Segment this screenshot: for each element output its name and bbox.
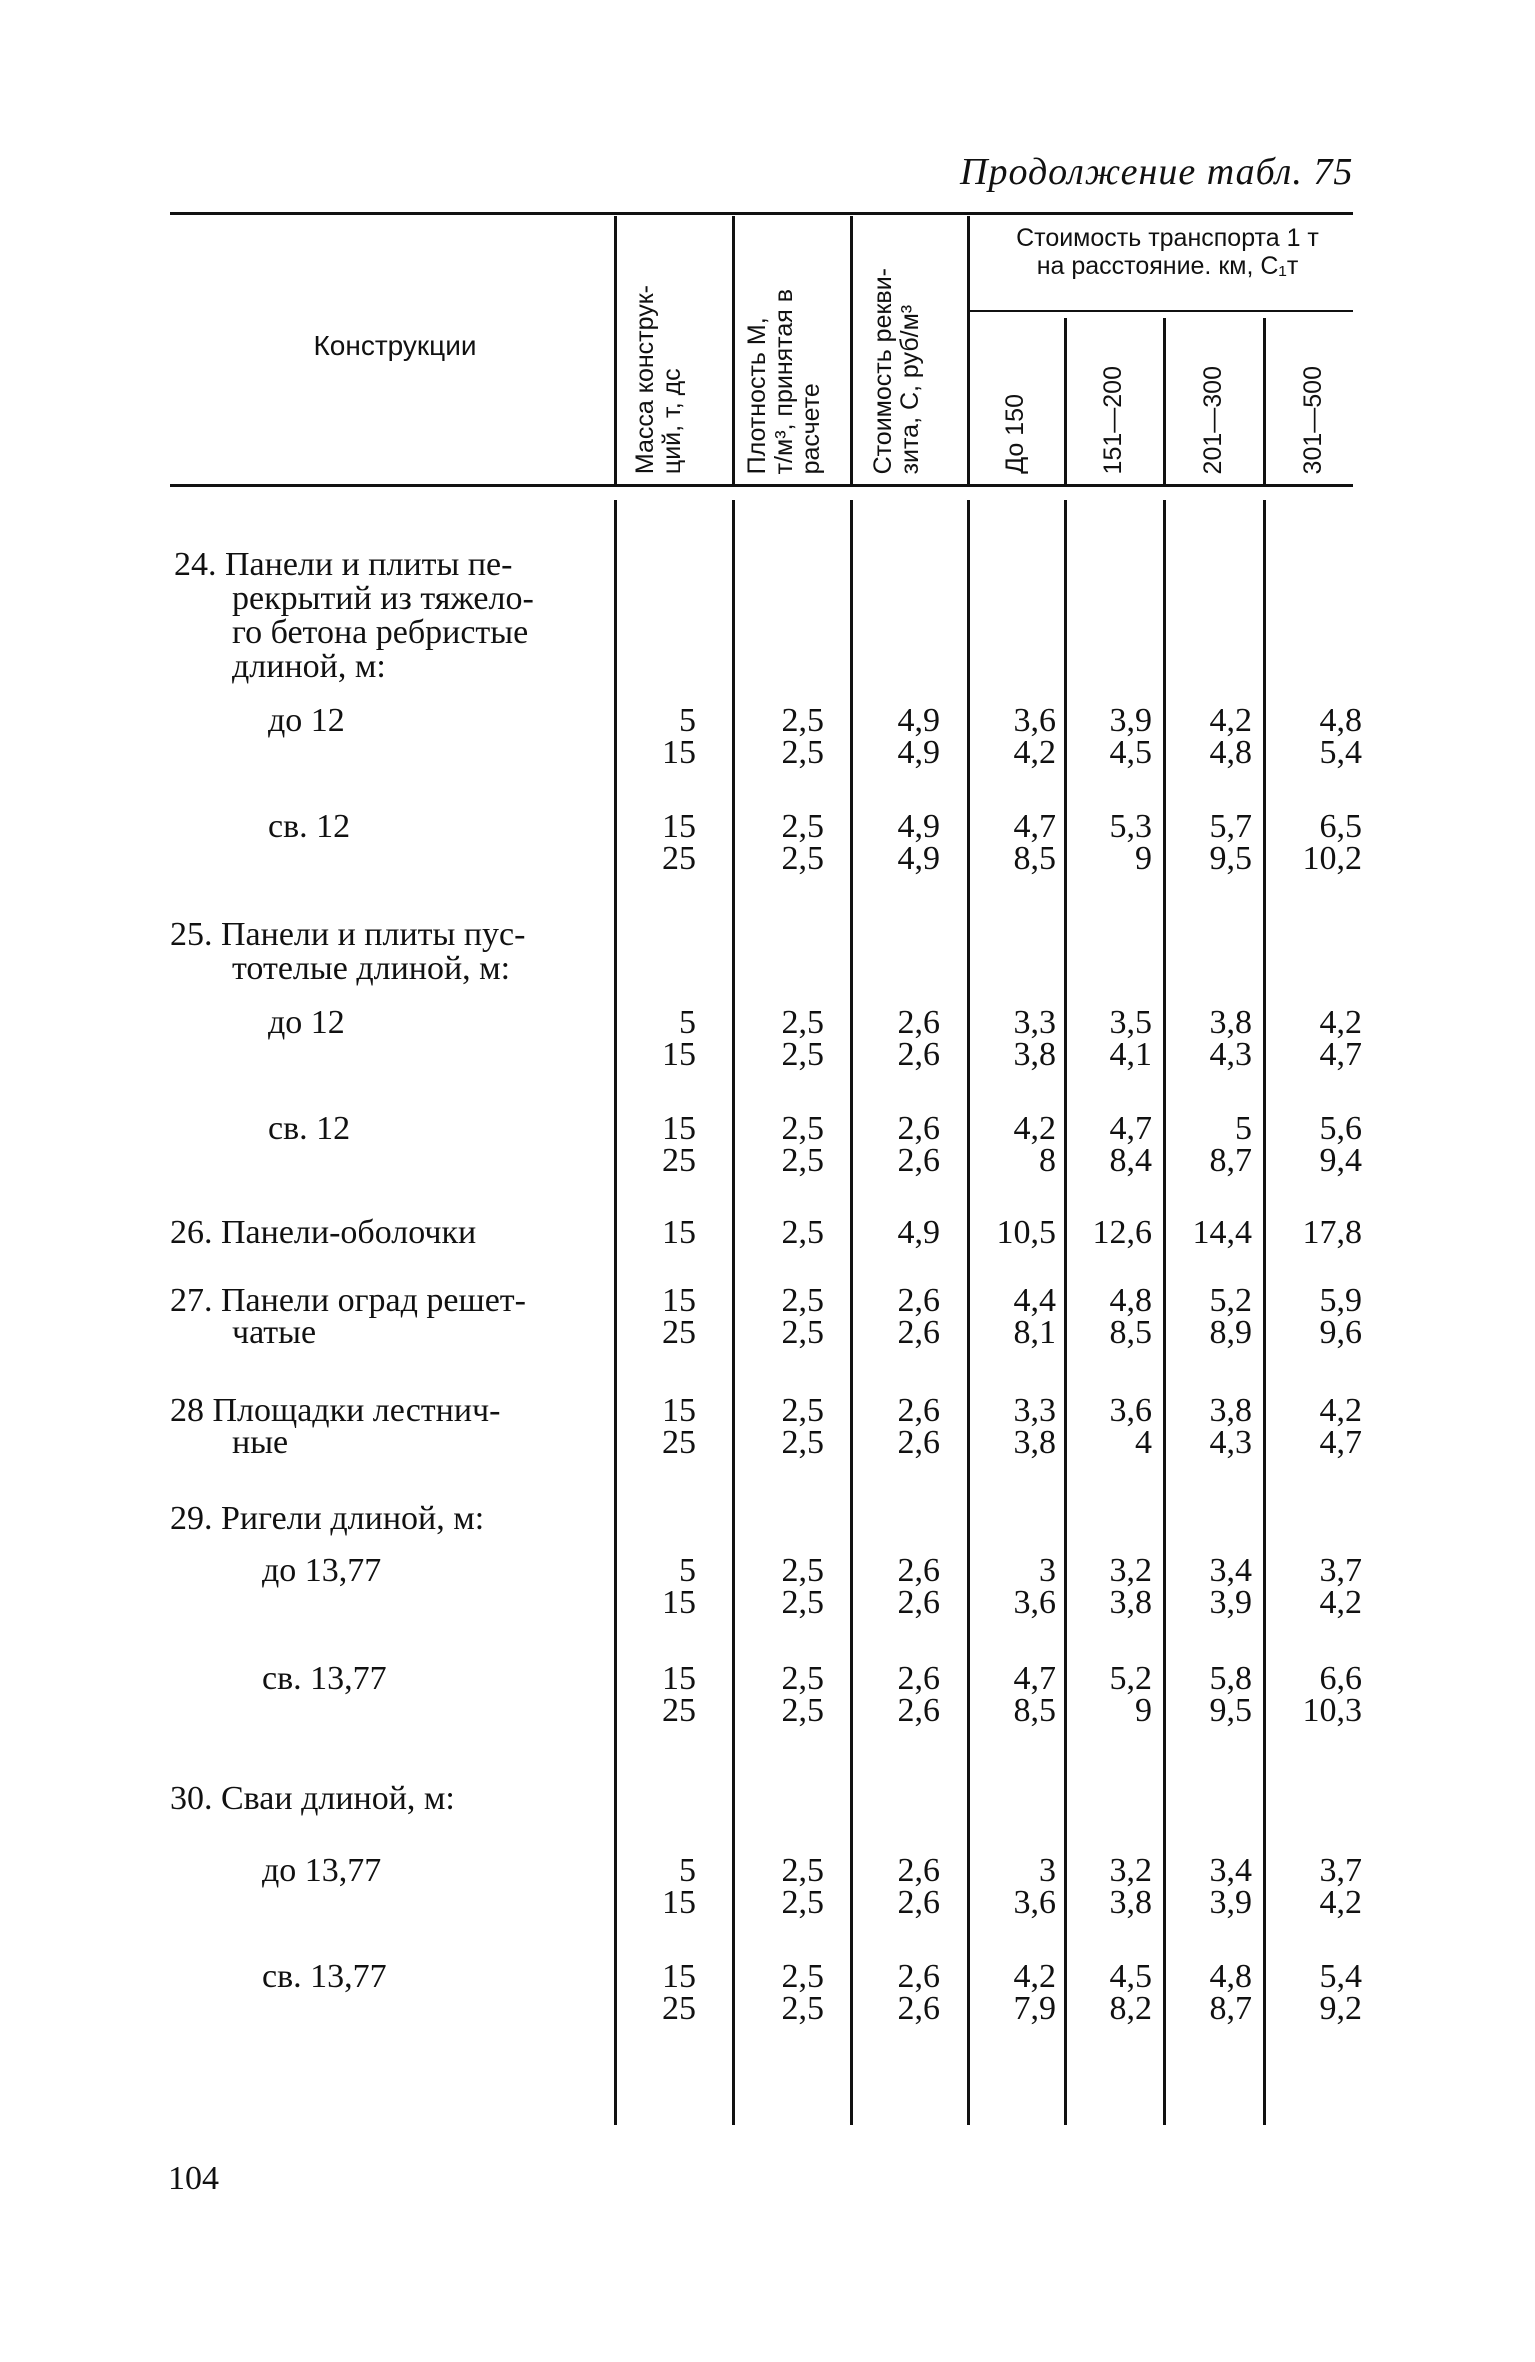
- table-cell-d2: 5,2: [1109, 1660, 1152, 1697]
- table-cell-d3: 14,4: [1192, 1214, 1252, 1251]
- table-cell-density: 2,5: [781, 1660, 824, 1697]
- table-cell-density: 2,5: [781, 1214, 824, 1251]
- table-cell-d2: 3,2: [1109, 1552, 1152, 1589]
- table-cell-cost: 2,6: [897, 1424, 940, 1461]
- table-cell-d1: 3,3: [1013, 1004, 1056, 1041]
- header-cost: Стоимость рекви- зита, С, руб/м³: [869, 267, 924, 474]
- table-cell-d1: 10,5: [996, 1214, 1056, 1251]
- table-cell-mass: 25: [662, 1692, 696, 1729]
- header-density: Плотность М, т/м³, принятая в расчете: [743, 288, 825, 474]
- table-cell-d2: 9: [1135, 840, 1152, 877]
- section-title: рекрытий из тяжело-: [232, 580, 534, 617]
- table-cell-d4: 6,6: [1319, 1660, 1362, 1697]
- row-label: до 12: [268, 702, 345, 739]
- table-cell-mass: 15: [662, 1214, 696, 1251]
- table-cell-cost: 2,6: [897, 1852, 940, 1889]
- table-cell-d2: 8,5: [1109, 1314, 1152, 1351]
- table-cell-cost: 2,6: [897, 1552, 940, 1589]
- table-cell-d3: 5,8: [1209, 1660, 1252, 1697]
- row-label: 27. Панели оград решет-: [170, 1282, 526, 1319]
- table-cell-d4: 10,3: [1302, 1692, 1362, 1729]
- transport-group-line: на расстояние. км, C₁т: [1036, 252, 1299, 280]
- header-bottom-rule: [170, 484, 1353, 487]
- table-cell-mass: 25: [662, 1424, 696, 1461]
- table-cell-d1: 3,3: [1013, 1392, 1056, 1429]
- table-cell-density: 2,5: [781, 1692, 824, 1729]
- table-cell-d4: 9,6: [1319, 1314, 1362, 1351]
- body-col-rule: [1163, 500, 1166, 2125]
- table-cell-cost: 4,9: [897, 734, 940, 771]
- section-title: 24. Панели и плиты пе-: [174, 546, 513, 583]
- table-cell-d2: 4,5: [1109, 1958, 1152, 1995]
- table-cell-d1: 3,8: [1013, 1036, 1056, 1073]
- table-cell-d3: 4,8: [1209, 734, 1252, 771]
- table-cell-d2: 3,8: [1109, 1884, 1152, 1921]
- table-cell-d1: 8: [1039, 1142, 1056, 1179]
- table-cell-mass: 15: [662, 1958, 696, 1995]
- table-cell-d2: 4,5: [1109, 734, 1152, 771]
- table-cell-cost: 4,9: [897, 1214, 940, 1251]
- table-cell-d2: 3,8: [1109, 1584, 1152, 1621]
- row-label: до 13,77: [262, 1552, 382, 1589]
- row-label: св. 13,77: [262, 1958, 387, 1995]
- table-cell-density: 2,5: [781, 702, 824, 739]
- table-cell-density: 2,5: [781, 1282, 824, 1319]
- col-rule: [1263, 318, 1266, 484]
- table-cell-cost: 2,6: [897, 1004, 940, 1041]
- page-number: 104: [168, 2160, 219, 2197]
- table-cell-mass: 15: [662, 1392, 696, 1429]
- row-label: св. 12: [268, 1110, 351, 1147]
- table-cell-density: 2,5: [781, 1424, 824, 1461]
- row-label: 26. Панели-оболочки: [170, 1214, 477, 1251]
- header-distance-1: До 150: [1001, 394, 1029, 474]
- col-rule: [1064, 318, 1067, 484]
- row-label: св. 12: [268, 808, 351, 845]
- body-col-rule: [850, 500, 853, 2125]
- table-cell-density: 2,5: [781, 808, 824, 845]
- table-cell-d4: 4,7: [1319, 1036, 1362, 1073]
- section-title: го бетона ребристые: [232, 614, 529, 651]
- table-cell-d4: 5,9: [1319, 1282, 1362, 1319]
- header-distance-2: 151—200: [1099, 365, 1127, 474]
- table-cell-d4: 6,5: [1319, 808, 1362, 845]
- table-cell-d3: 3,9: [1209, 1884, 1252, 1921]
- table-cell-d2: 3,2: [1109, 1852, 1152, 1889]
- table-cell-mass: 15: [662, 808, 696, 845]
- table-cell-d2: 4,1: [1109, 1036, 1152, 1073]
- body-col-rule: [1064, 500, 1067, 2125]
- row-label: св. 13,77: [262, 1660, 387, 1697]
- table-cell-d1: 3,6: [1013, 1884, 1056, 1921]
- table-cell-d1: 4,4: [1013, 1282, 1056, 1319]
- col-rule: [850, 216, 853, 484]
- table-cell-d3: 3,4: [1209, 1552, 1252, 1589]
- table-cell-d2: 5,3: [1109, 808, 1152, 845]
- table-cell-d2: 3,9: [1109, 702, 1152, 739]
- table-cell-d4: 4,7: [1319, 1424, 1362, 1461]
- section-title: длиной, м:: [232, 648, 386, 685]
- table-cell-d4: 17,8: [1302, 1214, 1362, 1251]
- table-cell-cost: 2,6: [897, 1392, 940, 1429]
- body-col-rule: [1263, 500, 1266, 2125]
- table-cell-mass: 15: [662, 1884, 696, 1921]
- table-cell-mass: 15: [662, 1110, 696, 1147]
- row-label: чатые: [232, 1314, 317, 1351]
- row-label: до 12: [268, 1004, 345, 1041]
- header-distance-3: 201—300: [1199, 365, 1227, 474]
- row-label: ные: [232, 1424, 289, 1461]
- section-title: тотелые длиной, м:: [232, 950, 511, 987]
- table-cell-d1: 8,5: [1013, 840, 1056, 877]
- table-cell-d3: 3,8: [1209, 1004, 1252, 1041]
- table-cell-cost: 2,6: [897, 1884, 940, 1921]
- table-cell-d2: 12,6: [1092, 1214, 1152, 1251]
- table-cell-d2: 3,6: [1109, 1392, 1152, 1429]
- table-cell-cost: 2,6: [897, 1958, 940, 1995]
- table-cell-mass: 15: [662, 1282, 696, 1319]
- table-cell-d3: 9,5: [1209, 840, 1252, 877]
- table-cell-d3: 4,8: [1209, 1958, 1252, 1995]
- table-cell-d3: 4,3: [1209, 1424, 1252, 1461]
- table-cell-d2: 4,7: [1109, 1110, 1152, 1147]
- table-cell-density: 2,5: [781, 1142, 824, 1179]
- col-rule: [732, 216, 735, 484]
- table-cell-cost: 2,6: [897, 1282, 940, 1319]
- table-cell-mass: 5: [679, 1552, 696, 1589]
- table-cell-density: 2,5: [781, 840, 824, 877]
- table-cell-d1: 8,1: [1013, 1314, 1056, 1351]
- table-cell-d3: 4,3: [1209, 1036, 1252, 1073]
- continuation-title: Продолжение табл. 75: [960, 151, 1354, 193]
- table-cell-d4: 9,4: [1319, 1142, 1362, 1179]
- table-cell-cost: 4,9: [897, 702, 940, 739]
- table-cell-mass: 5: [679, 1852, 696, 1889]
- row-label: до 13,77: [262, 1852, 382, 1889]
- table-cell-mass: 25: [662, 840, 696, 877]
- table-cell-d3: 5,7: [1209, 808, 1252, 845]
- table-cell-cost: 2,6: [897, 1036, 940, 1073]
- header-constructions: Конструкции: [313, 330, 477, 361]
- table-cell-d4: 4,2: [1319, 1584, 1362, 1621]
- table-cell-d3: 9,5: [1209, 1692, 1252, 1729]
- body-col-rule: [732, 500, 735, 2125]
- table-cell-d3: 5,2: [1209, 1282, 1252, 1319]
- section-title: 25. Панели и плиты пус-: [170, 916, 526, 953]
- section-title: 29. Ригели длиной, м:: [170, 1500, 485, 1537]
- table-cell-cost: 2,6: [897, 1110, 940, 1147]
- table-top-rule: [170, 212, 1353, 215]
- table-cell-density: 2,5: [781, 1036, 824, 1073]
- table-cell-d4: 4,2: [1319, 1392, 1362, 1429]
- table-cell-density: 2,5: [781, 1110, 824, 1147]
- table-cell-density: 2,5: [781, 1392, 824, 1429]
- table-cell-d4: 3,7: [1319, 1852, 1362, 1889]
- table-cell-d4: 4,8: [1319, 702, 1362, 739]
- table-cell-mass: 15: [662, 1036, 696, 1073]
- section-title: 30. Сваи длиной, м:: [170, 1780, 455, 1817]
- table-cell-d1: 3: [1039, 1552, 1056, 1589]
- table-cell-d3: 3,9: [1209, 1584, 1252, 1621]
- col-rule: [1163, 318, 1166, 484]
- table-cell-mass: 25: [662, 1142, 696, 1179]
- table-cell-cost: 2,6: [897, 1660, 940, 1697]
- col-rule: [967, 216, 970, 484]
- table-cell-density: 2,5: [781, 1990, 824, 2027]
- table-cell-d3: 3,4: [1209, 1852, 1252, 1889]
- table-cell-d3: 8,7: [1209, 1990, 1252, 2027]
- table-cell-mass: 25: [662, 1990, 696, 2027]
- table-cell-d1: 8,5: [1013, 1692, 1056, 1729]
- table-cell-d3: 8,7: [1209, 1142, 1252, 1179]
- table-cell-cost: 2,6: [897, 1692, 940, 1729]
- table-cell-d2: 8,4: [1109, 1142, 1152, 1179]
- table-cell-d4: 4,2: [1319, 1884, 1362, 1921]
- table-cell-cost: 2,6: [897, 1990, 940, 2027]
- table-cell-d4: 9,2: [1319, 1990, 1362, 2027]
- row-label: 28 Площадки лестнич-: [170, 1392, 501, 1429]
- table-cell-d1: 3,8: [1013, 1424, 1056, 1461]
- table-cell-d1: 4,2: [1013, 734, 1056, 771]
- table-cell-mass: 5: [679, 702, 696, 739]
- table-cell-mass: 5: [679, 1004, 696, 1041]
- table-cell-d1: 4,2: [1013, 1110, 1056, 1147]
- header-distance-4: 301—500: [1299, 365, 1327, 474]
- table-cell-density: 2,5: [781, 1004, 824, 1041]
- table-cell-d2: 3,5: [1109, 1004, 1152, 1041]
- table-cell-cost: 2,6: [897, 1142, 940, 1179]
- table-cell-density: 2,5: [781, 1958, 824, 1995]
- table-cell-density: 2,5: [781, 1852, 824, 1889]
- group-header-rule: [968, 310, 1353, 312]
- table-cell-mass: 15: [662, 1660, 696, 1697]
- table-cell-d4: 5,4: [1319, 1958, 1362, 1995]
- table-cell-d1: 4,2: [1013, 1958, 1056, 1995]
- table-cell-d1: 3,6: [1013, 702, 1056, 739]
- table-cell-d3: 8,9: [1209, 1314, 1252, 1351]
- table-cell-mass: 15: [662, 734, 696, 771]
- header-mass: Масса конструк- ций, т, дс: [631, 284, 686, 474]
- table-cell-cost: 2,6: [897, 1584, 940, 1621]
- table-cell-density: 2,5: [781, 1552, 824, 1589]
- table-cell-cost: 2,6: [897, 1314, 940, 1351]
- table-cell-d1: 7,9: [1013, 1990, 1056, 2027]
- table-cell-d1: 3: [1039, 1852, 1056, 1889]
- table-cell-d2: 4,8: [1109, 1282, 1152, 1319]
- table-cell-d4: 5,6: [1319, 1110, 1362, 1147]
- table-cell-d1: 4,7: [1013, 808, 1056, 845]
- table-cell-d4: 3,7: [1319, 1552, 1362, 1589]
- table-cell-cost: 4,9: [897, 840, 940, 877]
- table-cell-d2: 4: [1135, 1424, 1152, 1461]
- table-cell-cost: 4,9: [897, 808, 940, 845]
- table-cell-mass: 25: [662, 1314, 696, 1351]
- table-cell-density: 2,5: [781, 1884, 824, 1921]
- table-cell-d4: 4,2: [1319, 1004, 1362, 1041]
- transport-group-line: Стоимость транспорта 1 т: [1016, 224, 1319, 252]
- body-col-rule: [614, 500, 617, 2125]
- header-transport-group: [975, 224, 1360, 280]
- body-col-rule: [967, 500, 970, 2125]
- table-cell-d3: 5: [1235, 1110, 1252, 1147]
- table-cell-d3: 3,8: [1209, 1392, 1252, 1429]
- table-cell-density: 2,5: [781, 734, 824, 771]
- table-cell-d1: 4,7: [1013, 1660, 1056, 1697]
- table-cell-d2: 9: [1135, 1692, 1152, 1729]
- table-cell-d2: 8,2: [1109, 1990, 1152, 2027]
- table-cell-d4: 5,4: [1319, 734, 1362, 771]
- table-cell-d3: 4,2: [1209, 702, 1252, 739]
- table-cell-density: 2,5: [781, 1314, 824, 1351]
- table-cell-mass: 15: [662, 1584, 696, 1621]
- table-cell-d4: 10,2: [1302, 840, 1362, 877]
- table-cell-d1: 3,6: [1013, 1584, 1056, 1621]
- table-cell-density: 2,5: [781, 1584, 824, 1621]
